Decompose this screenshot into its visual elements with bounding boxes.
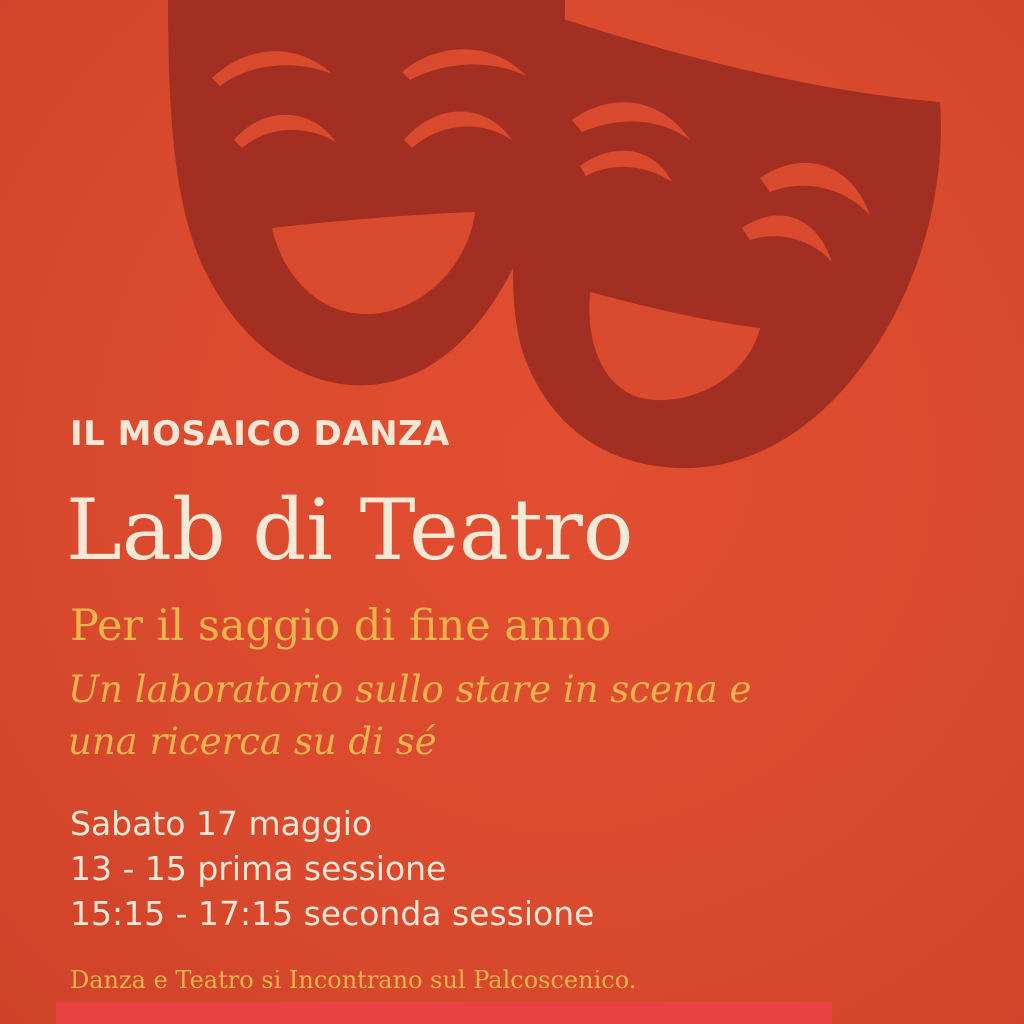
event-date: Sabato 17 maggio — [70, 804, 373, 843]
footer-slogan: Danza e Teatro si Incontrano sul Palcoscenico. — [70, 966, 637, 994]
back-mask-icon — [513, 18, 941, 468]
bottom-bar — [56, 1002, 832, 1024]
theatre-masks-illustration — [0, 0, 1024, 480]
schedule — [70, 801, 594, 936]
subtitle: Per il saggio di fine anno — [70, 601, 612, 651]
tagline-line-2: una ricerca su di sé — [68, 720, 437, 763]
brand-name: IL MOSAICO DANZA — [70, 414, 450, 454]
page-title: Lab di Teatro — [66, 481, 634, 579]
second-session: 15:15 - 17:15 seconda sessione — [70, 894, 595, 933]
tagline — [68, 664, 968, 768]
front-mask-icon — [168, 0, 565, 385]
first-session: 13 - 15 prima sessione — [70, 849, 447, 888]
tagline-line-1: Un laboratorio sullo stare in scena e — [68, 668, 752, 711]
